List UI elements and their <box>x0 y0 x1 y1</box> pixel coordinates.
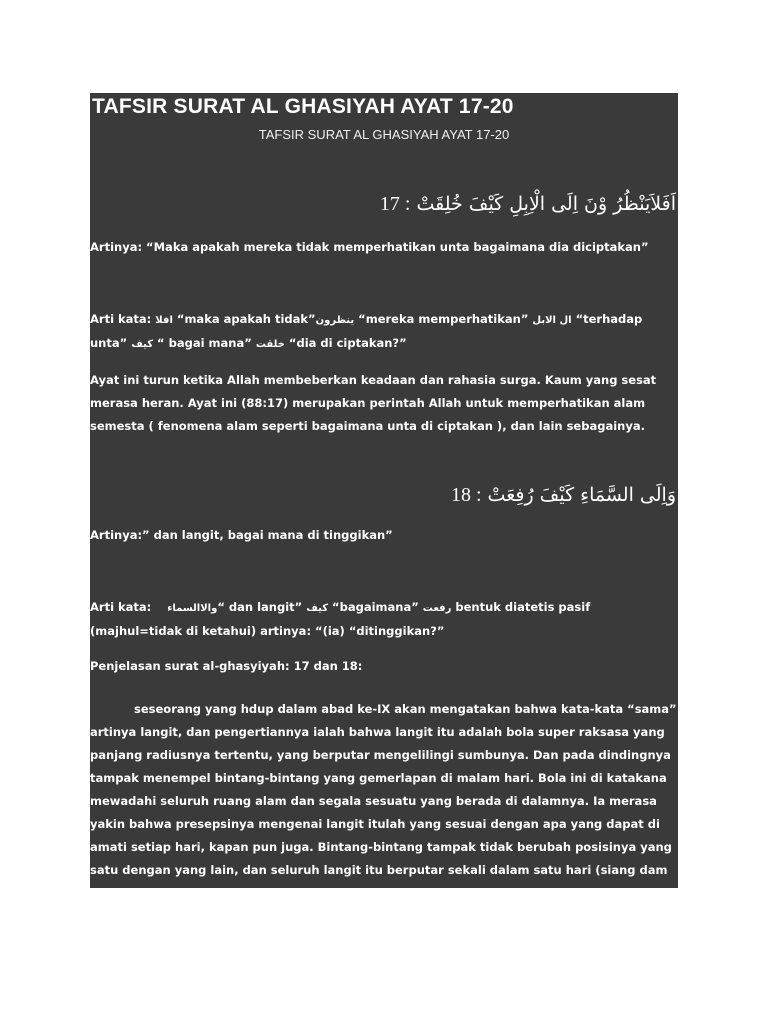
document-subtitle: TAFSIR SURAT AL GHASIYAH AYAT 17-20 <box>258 127 510 142</box>
ayat-18-number: : 18 <box>450 484 482 506</box>
penjelasan-body: seseorang yang hdup dalam abad ke-IX akan mengatakan bahwa kata-kata “sama” artinya langit, dan pengertiannya ialah bahwa langit itu adalah bola super raksasa yang panjang radiusnya tertentu, yang berputar mengelilingi sumbunya. Dan pada dindingnya tampak menempel bintang-bintang yang gemerlapan di malam hari. Bola ini di katakana mewadahi seluruh ruang alam dan segala sesuatu yang berada di dalamnya. Ia merasa yakin bahwa presepsinya mengenai langit itulah yang sesuai dengan apa yang dapat di amati setiap hari, kapan pun juga. Bintang-bintang tampak tidak berubah posisinya yang satu dengan yang lain, dan seluruh langit itu berputar sekali dalam satu hari (siang dam malam). <box>90 702 677 900</box>
ayat-17-explanation: Ayat ini turun ketika Allah membeberkan keadaan dan rahasia surga. Kaum yang sesat merasa heran. Ayat ini (88:17) merupakan perintah Allah untuk memperhatikan alam semesta ( fenomena alam seperti bagaimana unta di ciptakan ), dan lain sebagainya. <box>90 373 657 433</box>
ayat-18-artinya: Artinya:” dan langit, bagai mana di tinggikan” <box>90 528 393 542</box>
penjelasan-heading: Penjelasan surat al-ghasyiyah: 17 dan 18: <box>90 659 363 673</box>
document-title: TAFSIR SURAT AL GHASIYAH AYAT 17-20 <box>92 95 514 118</box>
document-page <box>90 93 678 900</box>
ayat-18-arabic-text: وَاِلَى السَّمَاءِ كَيْفَ رُفِعَتْ <box>487 484 676 506</box>
ayat-17-arabic-text: اَفَلاَيَنْظُرُ وْنَ اِلَى الْاِبِلِ كَيْفَ خُلِقَتْ <box>416 193 676 215</box>
ayat-18-arabic <box>451 484 676 507</box>
ayat-18-arti-kata: Arti kata: والاالسماء“ dan langit” كيف “bagaimana” رفعت bentuk diatetis pasif (majhul=tidak di ketahui) artinya: “(ia) “ditinggikan?” <box>90 600 591 638</box>
ayat-17-arti-kata: Arti kata: افلا “maka apakah tidak”ينظرون “mereka memperhatikan” ال الابل “terhadap unta” كيف “ bagai mana” خلقت “dia di ciptakan?” <box>90 312 643 350</box>
ayat-17-number: : 17 <box>379 193 411 215</box>
ayat-17-arabic <box>380 193 676 216</box>
ayat-17-artinya: Artinya: “Maka apakah mereka tidak memperhatikan unta bagaimana dia diciptakan” <box>90 240 649 254</box>
